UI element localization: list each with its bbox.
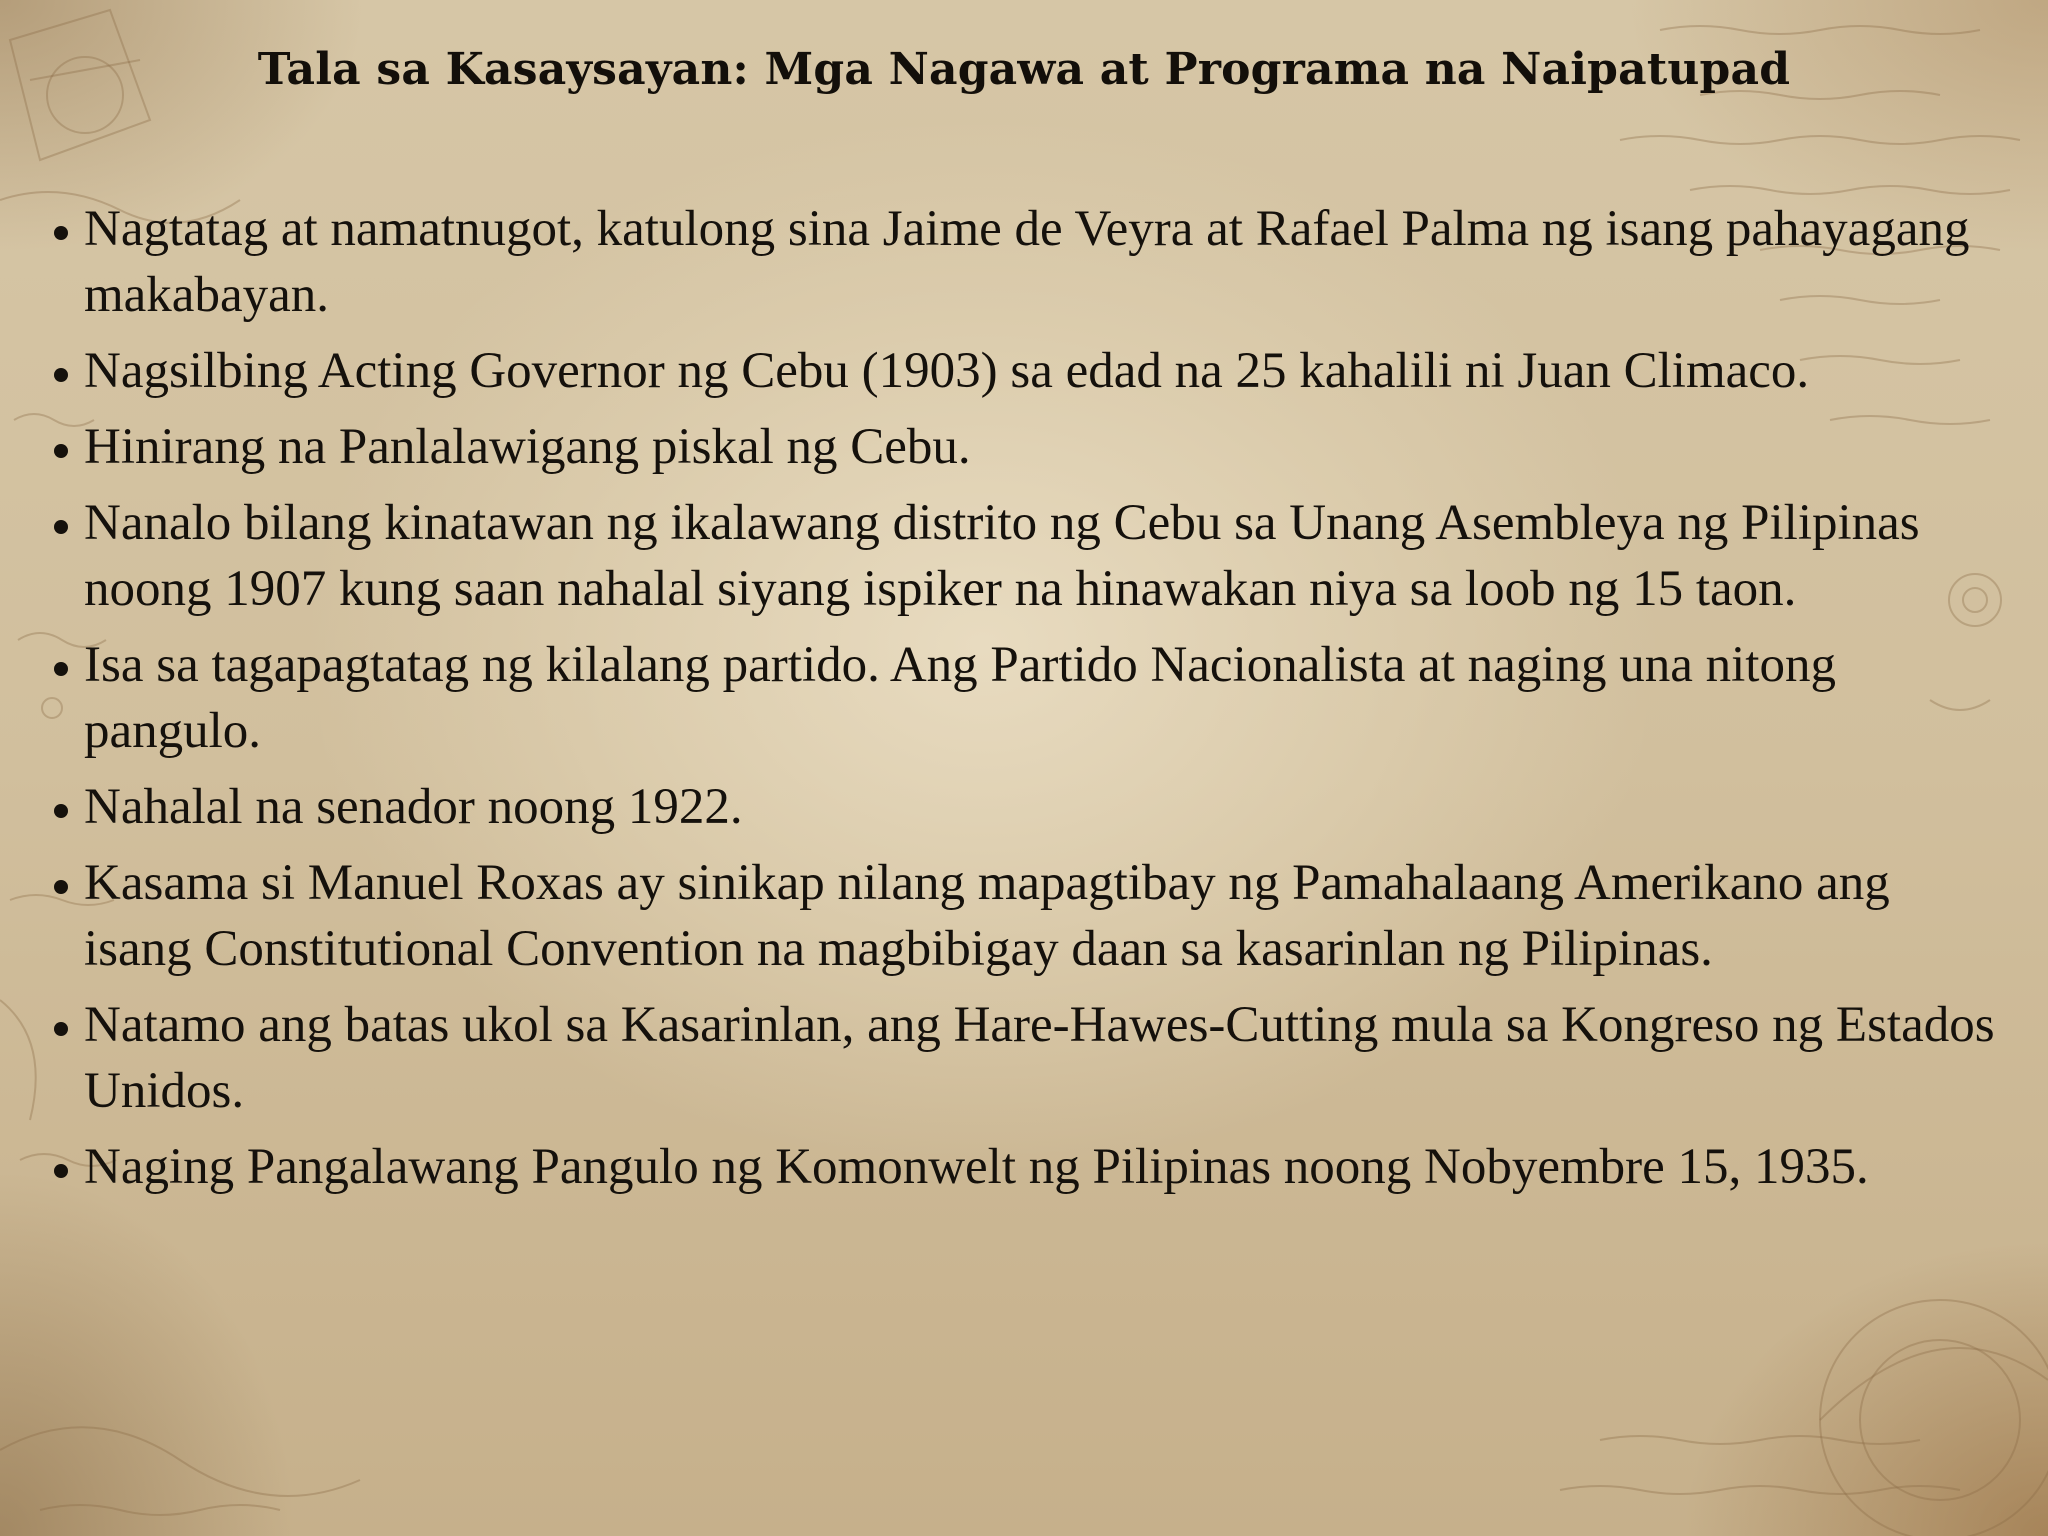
bullet-icon (54, 368, 68, 382)
list-item (48, 774, 2008, 840)
list-item-text: Nanalo bilang kinatawan ng ikalawang distrito ng Cebu sa Unang Asembleya ng Pilipinas noong 1907 kung saan nahalal siyang ispiker na hinawakan niya sa loob ng 15 taon. (84, 495, 1920, 617)
list-item (48, 850, 2008, 982)
list-item (48, 414, 2008, 480)
bullet-icon (54, 520, 68, 534)
bullet-icon (54, 1164, 68, 1178)
list-item-text: Naging Pangalawang Pangulo ng Komonwelt ng Pilipinas noong Nobyembre 15, 1935. (84, 1139, 1869, 1195)
bullet-icon (54, 226, 68, 240)
list-item (48, 490, 2008, 622)
list-item (48, 1134, 2008, 1200)
list-item (48, 992, 2008, 1124)
bullet-icon (54, 1022, 68, 1036)
slide-title: Tala sa Kasaysayan: Mga Nagawa at Programa na Naipatupad (257, 44, 1791, 95)
bullet-icon (54, 880, 68, 894)
bullet-list (48, 196, 2008, 1210)
list-item (48, 338, 2008, 404)
bullet-icon (54, 444, 68, 458)
list-item-text: Nahalal na senador noong 1922. (84, 779, 743, 835)
list-item-text: Hinirang na Panlalawigang piskal ng Cebu. (84, 419, 971, 475)
bullet-icon (54, 662, 68, 676)
bullet-icon (54, 804, 68, 818)
list-item (48, 196, 2008, 328)
list-item-text: Isa sa tagapagtatag ng kilalang partido. Ang Partido Nacionalista at naging una nitong pangulo. (84, 637, 1836, 759)
list-item-text: Kasama si Manuel Roxas ay sinikap nilang mapagtibay ng Pamahalaang Amerikano ang isang Constitutional Convention na magbibigay daan sa kasarinlan ng Pilipinas. (84, 855, 1890, 977)
list-item-text: Nagtatag at namatnugot, katulong sina Jaime de Veyra at Rafael Palma ng isang pahayagang makabayan. (84, 201, 1970, 323)
list-item (48, 632, 2008, 764)
list-item-text: Natamo ang batas ukol sa Kasarinlan, ang Hare-Hawes-Cutting mula sa Kongreso ng Estados Unidos. (84, 997, 1995, 1119)
list-item-text: Nagsilbing Acting Governor ng Cebu (1903) sa edad na 25 kahalili ni Juan Climaco. (84, 343, 1810, 399)
